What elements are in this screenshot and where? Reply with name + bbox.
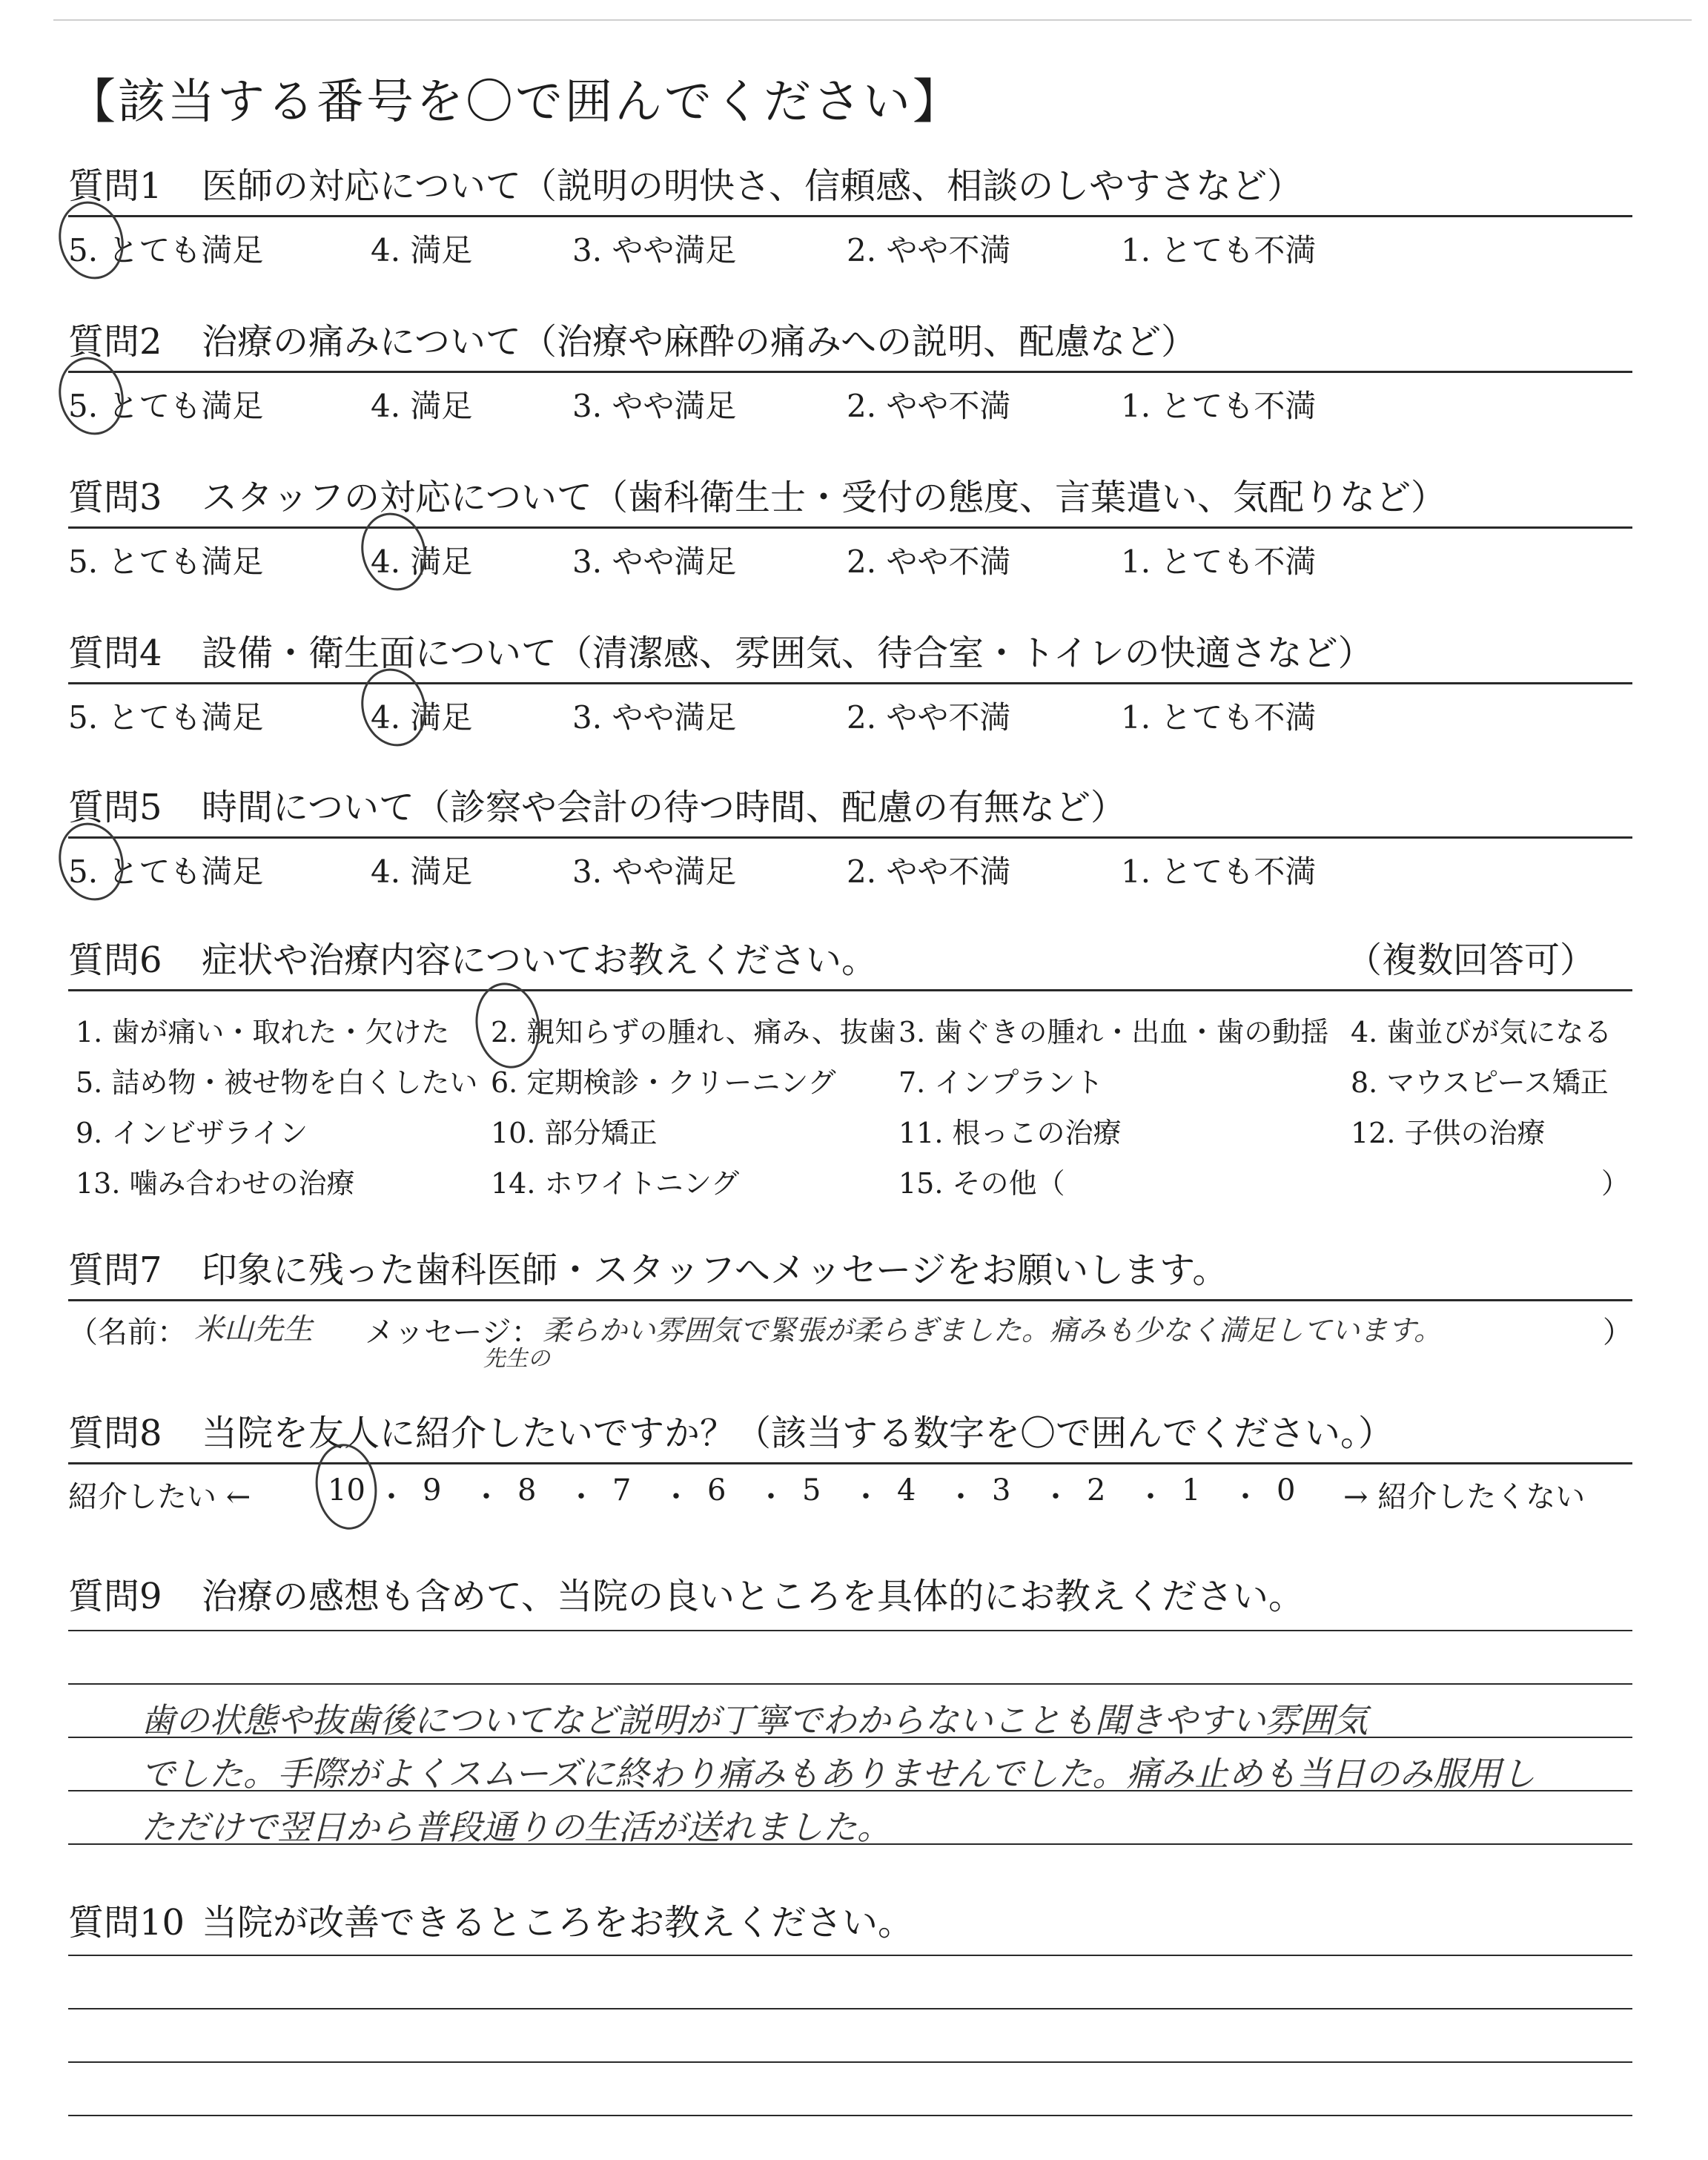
q8-text: 当院を友人に紹介したいですか？（該当する数字を〇で囲んでください。） xyxy=(202,1413,1394,1454)
message-close: ） xyxy=(1603,1315,1632,1350)
rating-option[interactable]: 4. 満足 xyxy=(371,544,473,580)
scale-value[interactable]: 3 xyxy=(992,1473,1011,1507)
scale-value[interactable]: 2 xyxy=(1087,1473,1106,1507)
scale-right-label: → 紹介したくない xyxy=(1343,1480,1586,1514)
scale-separator: ・ xyxy=(851,1480,881,1514)
q4-number: 質問4 xyxy=(68,633,162,674)
scale-value[interactable]: 6 xyxy=(707,1473,726,1507)
rating-option[interactable]: 1. とても不満 xyxy=(1121,388,1317,424)
q6-option[interactable]: 3. 歯ぐきの腫れ・出血・歯の動揺 xyxy=(898,1016,1329,1048)
rating-option[interactable]: 4. 満足 xyxy=(371,388,473,424)
rating-option[interactable]: 3. やや満足 xyxy=(572,699,737,736)
q7-section xyxy=(68,1246,1632,1372)
q6-options xyxy=(68,991,1632,1199)
scale-value[interactable]: 0 xyxy=(1277,1473,1296,1507)
q9-section xyxy=(68,1572,1632,1621)
q1-options xyxy=(68,217,1632,269)
q2-number: 質問2 xyxy=(68,321,162,363)
q10-number: 質問10 xyxy=(68,1902,185,1943)
scale-value[interactable]: 8 xyxy=(517,1473,537,1507)
name-value[interactable]: 米山先生 xyxy=(194,1312,313,1347)
q8-section xyxy=(68,1409,1632,1516)
q10-line xyxy=(68,1955,1632,1956)
q1-text: 医師の対応について（説明の明快さ、信頼感、相談のしやすさなど） xyxy=(202,165,1303,207)
q10-text: 当院が改善できるところをお教えください。 xyxy=(202,1902,914,1943)
scale-value[interactable]: 10 xyxy=(328,1473,365,1507)
message-label: メッセージ： xyxy=(365,1315,541,1350)
q10-line xyxy=(68,2008,1632,2009)
q3-options xyxy=(68,529,1632,581)
q6-note: （複数回答可） xyxy=(1345,939,1595,981)
scale-separator: ・ xyxy=(1136,1480,1165,1514)
rating-option[interactable]: 1. とても不満 xyxy=(1121,544,1317,580)
rating-option[interactable]: 5. とても満足 xyxy=(68,232,264,268)
rating-option[interactable]: 3. やや満足 xyxy=(572,388,737,424)
scale-separator: ・ xyxy=(377,1480,406,1514)
q6-option[interactable]: 4. 歯並びが気になる xyxy=(1351,1016,1612,1048)
scale-separator: ・ xyxy=(471,1480,501,1514)
name-label: （名前： xyxy=(68,1315,187,1350)
q6-option[interactable]: 2. 親知らずの腫れ、痛み、抜歯 xyxy=(491,1016,896,1048)
rating-option[interactable]: 5. とても満足 xyxy=(68,853,264,890)
rating-option[interactable]: 4. 満足 xyxy=(371,853,473,890)
q6-option[interactable]: 6. 定期検診・クリーニング xyxy=(491,1066,836,1099)
q4-section xyxy=(68,629,1632,736)
top-border xyxy=(53,19,1692,21)
q3-text: スタッフの対応について（歯科衛生士・受付の態度、言葉遣い、気配りなど） xyxy=(202,477,1447,518)
q5-options xyxy=(68,839,1632,891)
q2-section xyxy=(68,317,1632,425)
q2-text: 治療の痛みについて（治療や麻酔の痛みへの説明、配慮など） xyxy=(202,321,1197,363)
q9-line xyxy=(68,1630,1632,1631)
rating-option[interactable]: 2. やや不満 xyxy=(847,232,1011,268)
q5-number: 質問5 xyxy=(68,787,162,828)
q6-option[interactable]: 1. 歯が痛い・取れた・欠けた xyxy=(76,1016,450,1048)
q6-option: ） xyxy=(1601,1167,1630,1200)
q6-option[interactable]: 13. 噛み合わせの治療 xyxy=(76,1167,355,1200)
rating-option[interactable]: 3. やや満足 xyxy=(572,232,737,268)
q7-message-row xyxy=(68,1301,1632,1372)
rating-option[interactable]: 2. やや不満 xyxy=(847,853,1011,890)
q9-answer-line[interactable]: 歯の状態や抜歯後についてなど説明が丁寧でわからないことも聞きやすい雰囲気 xyxy=(141,1700,1368,1740)
q7-number: 質問7 xyxy=(68,1249,162,1291)
q10-line xyxy=(68,2061,1632,2063)
q9-number: 質問9 xyxy=(68,1576,162,1617)
rating-option[interactable]: 3. やや満足 xyxy=(572,853,737,890)
rating-option[interactable]: 1. とても不満 xyxy=(1121,853,1317,890)
q6-option[interactable]: 11. 根っこの治療 xyxy=(898,1117,1122,1149)
rating-option[interactable]: 5. とても満足 xyxy=(68,699,264,736)
rating-option[interactable]: 5. とても満足 xyxy=(68,388,264,424)
q9-answer-line[interactable]: でした。手際がよくスムーズに終わり痛みもありませんでした。痛み止めも当日のみ服用し xyxy=(141,1754,1536,1794)
scale-value[interactable]: 9 xyxy=(423,1473,442,1507)
scale-value[interactable]: 4 xyxy=(897,1473,916,1507)
q6-section xyxy=(68,936,1632,1199)
scale-left-label: 紹介したい ← xyxy=(68,1480,251,1514)
q10-line xyxy=(68,2115,1632,2116)
rating-option[interactable]: 1. とても不満 xyxy=(1121,232,1317,268)
rating-option[interactable]: 3. やや満足 xyxy=(572,544,737,580)
q9-answer-line[interactable]: ただけで翌日から普段通りの生活が送れました。 xyxy=(141,1807,891,1847)
q4-text: 設備・衛生面について（清潔感、雰囲気、待合室・トイレの快適さなど） xyxy=(202,633,1374,674)
rating-option[interactable]: 4. 満足 xyxy=(371,232,473,268)
page-title: 【該当する番号を〇で囲んでください】 xyxy=(68,75,962,130)
rating-option[interactable]: 4. 満足 xyxy=(371,699,473,736)
rating-option[interactable]: 2. やや不満 xyxy=(847,388,1011,424)
q3-section xyxy=(68,473,1632,581)
message-value[interactable]: 柔らかい雰囲気で緊張が柔らぎました。痛みも少なく満足しています。 xyxy=(543,1314,1442,1347)
scale-separator: ・ xyxy=(566,1480,596,1514)
scale-separator: ・ xyxy=(1231,1480,1260,1514)
scale-value[interactable]: 5 xyxy=(802,1473,821,1507)
q6-option[interactable]: 8. マウスピース矯正 xyxy=(1351,1066,1609,1099)
q6-option[interactable]: 15. その他（ xyxy=(898,1167,1065,1200)
q4-options xyxy=(68,684,1632,736)
q6-text: 症状や治療内容についてお教えください。 xyxy=(202,939,878,981)
q9-line xyxy=(68,1683,1632,1685)
scale-separator: ・ xyxy=(756,1480,786,1514)
rating-option[interactable]: 1. とても不満 xyxy=(1121,699,1317,736)
scale-value[interactable]: 7 xyxy=(612,1473,632,1507)
q1-number: 質問1 xyxy=(68,165,162,207)
rating-option[interactable]: 2. やや不満 xyxy=(847,544,1011,580)
q10-section xyxy=(68,1898,1632,1947)
q6-number: 質問6 xyxy=(68,939,162,981)
q5-section xyxy=(68,783,1632,891)
q7-text: 印象に残った歯科医師・スタッフへメッセージをお願いします。 xyxy=(202,1249,1228,1291)
scale-separator: ・ xyxy=(1041,1480,1070,1514)
q2-options xyxy=(68,373,1632,425)
q6-option[interactable]: 10. 部分矯正 xyxy=(491,1117,658,1149)
q6-option[interactable]: 14. ホワイトニング xyxy=(491,1167,740,1200)
scale-separator: ・ xyxy=(946,1480,976,1514)
q8-number: 質問8 xyxy=(68,1413,162,1454)
q1-section xyxy=(68,162,1632,269)
q6-option[interactable]: 12. 子供の治療 xyxy=(1351,1117,1546,1149)
q3-number: 質問3 xyxy=(68,477,162,518)
q8-scale xyxy=(68,1464,1632,1516)
q6-option[interactable]: 7. インプラント xyxy=(898,1066,1104,1099)
q9-text: 治療の感想も含めて、当院の良いところを具体的にお教えください。 xyxy=(202,1576,1305,1617)
scale-separator: ・ xyxy=(661,1480,691,1514)
scale-value[interactable]: 1 xyxy=(1182,1473,1201,1507)
rating-option[interactable]: 5. とても満足 xyxy=(68,544,264,580)
q5-text: 時間について（診察や会計の待つ時間、配慮の有無など） xyxy=(202,787,1127,828)
q6-option[interactable]: 9. インビザライン xyxy=(76,1117,308,1149)
message-insert: 先生の xyxy=(483,1346,550,1372)
q6-option[interactable]: 5. 詰め物・被せ物を白くしたい xyxy=(76,1066,478,1099)
rating-option[interactable]: 2. やや不満 xyxy=(847,699,1011,736)
